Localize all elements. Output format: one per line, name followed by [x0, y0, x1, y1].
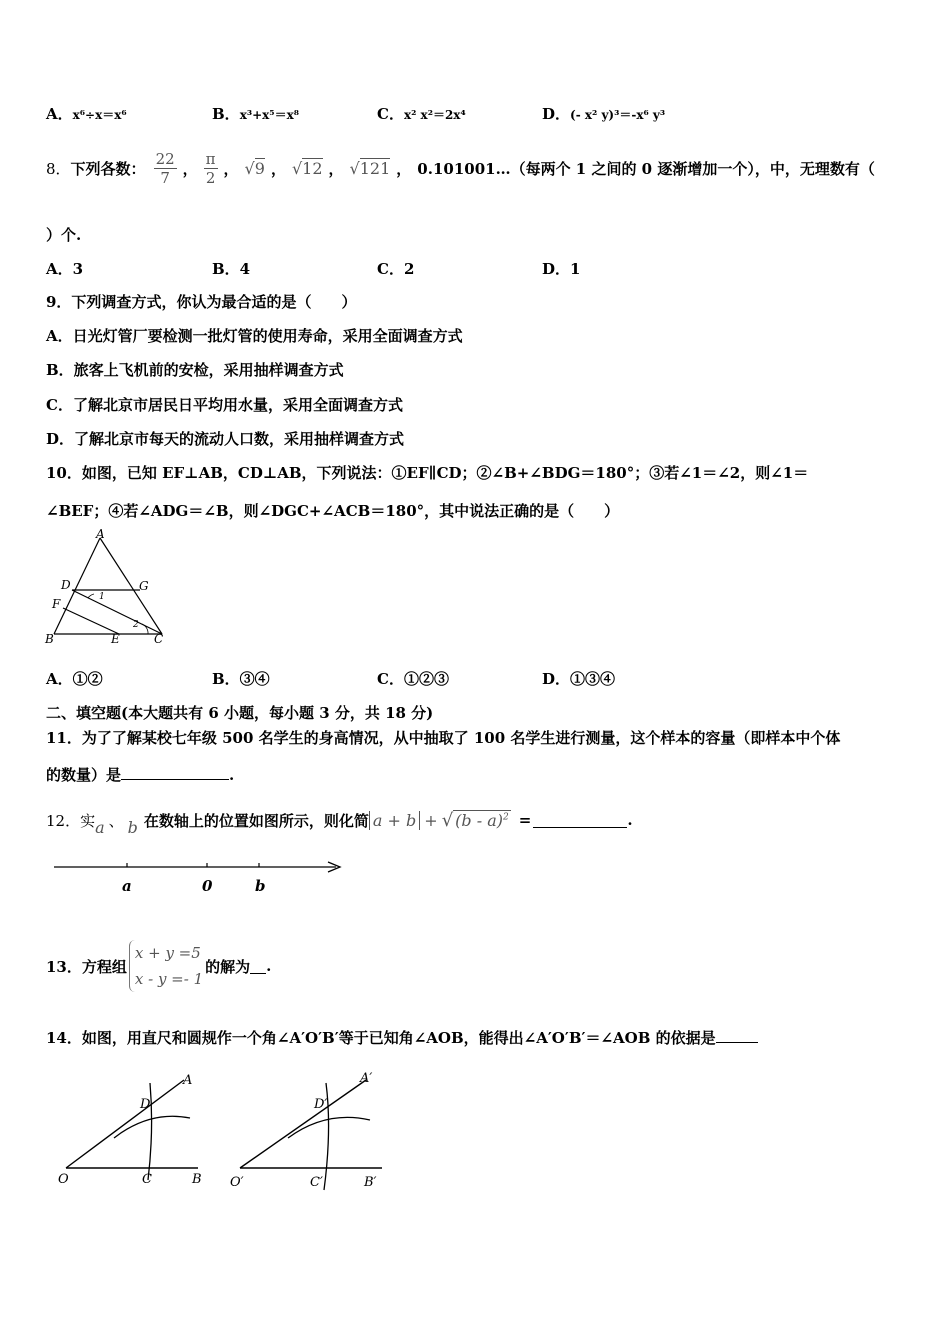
- q12-axis-label-0: 0: [202, 877, 213, 895]
- q12-axis-label-b: b: [255, 877, 266, 895]
- q10-triangle-figure: [44, 528, 174, 648]
- q10-label-1: 1: [99, 592, 105, 602]
- q10-option-b: B．③④: [212, 670, 270, 688]
- q8-fraction-22-7: $\frac{22}{7}$: [155, 149, 175, 187]
- q8-sqrt-121: √121: [349, 158, 391, 178]
- q7-option-b: B．x³+x⁵＝x⁸: [212, 105, 299, 123]
- q14-fig1-label-C: C: [142, 1172, 152, 1187]
- q10-label-C: C: [154, 632, 164, 646]
- q8-option-b: B．4: [212, 260, 251, 278]
- q9-stem: 9．下列调查方式，你认为最合适的是（ ）: [46, 293, 357, 311]
- q10-option-d: D．①③④: [542, 670, 616, 688]
- q8-stem: 8． 下列各数： $\frac{22}{7}$ ， $\frac{\pi}{2}$ ， √9 ， √12 ， √121 ， 0.101001…（每两个 1 之间的 0 逐渐增加一个），中，无理数有（: [46, 149, 875, 187]
- q10-label-A: A: [96, 528, 105, 541]
- q9-option-a: A．日光灯管厂要检测一批灯管的使用寿命，采用全面调查方式: [46, 327, 463, 345]
- q8-option-a: A．3: [46, 260, 84, 278]
- q12-sqrt-expression: (b - a)$^2$: [455, 811, 509, 830]
- q10-label-B: B: [45, 632, 54, 646]
- q14-fig2-label-A: A′: [360, 1071, 373, 1086]
- q10-option-a: A．①②: [46, 670, 103, 688]
- q7-option-c: C．x² x²＝2x⁴: [377, 105, 466, 123]
- q13-answer-blank[interactable]: [250, 959, 266, 974]
- q9-option-c: C．了解北京市居民日平均用水量，采用全面调查方式: [46, 396, 403, 414]
- q14-figure-original-angle: [52, 1070, 212, 1195]
- q7-option-d: D．(- x² y)³＝-x⁶ y³: [542, 105, 666, 123]
- q8-fraction-pi-2: $\frac{\pi}{2}$: [205, 149, 216, 187]
- q14-fig1-label-O: O: [58, 1172, 69, 1187]
- q14-fig1-label-A: A: [183, 1073, 193, 1088]
- q11-line2: 的数量）是 .: [46, 766, 235, 784]
- q14-fig2-label-B: B′: [364, 1175, 377, 1190]
- q8-line2: ）个.: [46, 226, 82, 244]
- q10-label-D: D: [61, 578, 71, 592]
- q12-stem: 12．实 a 、 b 在数轴上的位置如图所示，则化简 a + b + √ (b - a)$^2$ = .: [46, 809, 633, 837]
- q10-label-F: F: [52, 597, 61, 611]
- q8-sqrt-12: √12: [291, 158, 323, 178]
- q14-fig2-label-D: D′: [314, 1097, 328, 1112]
- q8-sqrt-9: √9: [244, 158, 265, 178]
- q10-option-c: C．①②③: [377, 670, 449, 688]
- q9-option-b: B．旅客上飞机前的安检，采用抽样调查方式: [46, 361, 344, 379]
- q10-label-2: 2: [133, 620, 139, 630]
- q12-answer-blank[interactable]: [533, 813, 627, 828]
- q11-answer-blank[interactable]: [121, 765, 229, 780]
- q14-fig1-label-D: D: [140, 1097, 151, 1112]
- q10-stem-line2: ∠BEF；④若∠ADG＝∠B，则∠DGC+∠ACB＝180°，其中说法正确的是（ ）: [46, 502, 620, 520]
- q10-label-G: G: [139, 579, 149, 593]
- q13-equation-system: x + y =5 x - y =- 1: [129, 940, 203, 992]
- q14-fig2-label-O: O′: [230, 1175, 244, 1190]
- q10-stem-line1: 10．如图，已知 EF⊥AB，CD⊥AB，下列说法：①EF∥CD；②∠B+∠BDG＝180°；③若∠1＝∠2，则∠1＝: [46, 464, 809, 482]
- q12-number-line: [50, 855, 350, 900]
- q10-label-E: E: [111, 632, 120, 646]
- q14-stem: 14．如图，用直尺和圆规作一个角∠A′O′B′等于已知角∠AOB，能得出∠A′O′B′＝∠AOB 的依据是: [46, 1027, 758, 1048]
- q8-option-d: D．1: [542, 260, 581, 278]
- q12-abs-expression: a + b: [369, 811, 420, 830]
- q13-stem: 13．方程组 x + y =5 x - y =- 1 的解为 .: [46, 938, 271, 994]
- q7-option-a: A．x⁶÷x＝x⁶: [46, 105, 127, 123]
- q9-option-d: D．了解北京市每天的流动人口数，采用抽样调查方式: [46, 430, 405, 448]
- q12-axis-label-a: a: [122, 877, 132, 895]
- q14-figure-constructed-angle: [226, 1070, 396, 1195]
- q14-fig2-label-C: C′: [310, 1175, 323, 1190]
- section-fill-in-title: 二、填空题(本大题共有 6 小题，每小题 3 分，共 18 分): [46, 704, 434, 722]
- q8-option-c: C．2: [377, 260, 415, 278]
- q14-answer-blank[interactable]: [716, 1028, 758, 1043]
- q14-fig1-label-B: B: [192, 1172, 202, 1187]
- q11-line1: 11．为了了解某校七年级 500 名学生的身高情况，从中抽取了 100 名学生进行测量，这个样本的容量（即样本中个体: [46, 729, 841, 747]
